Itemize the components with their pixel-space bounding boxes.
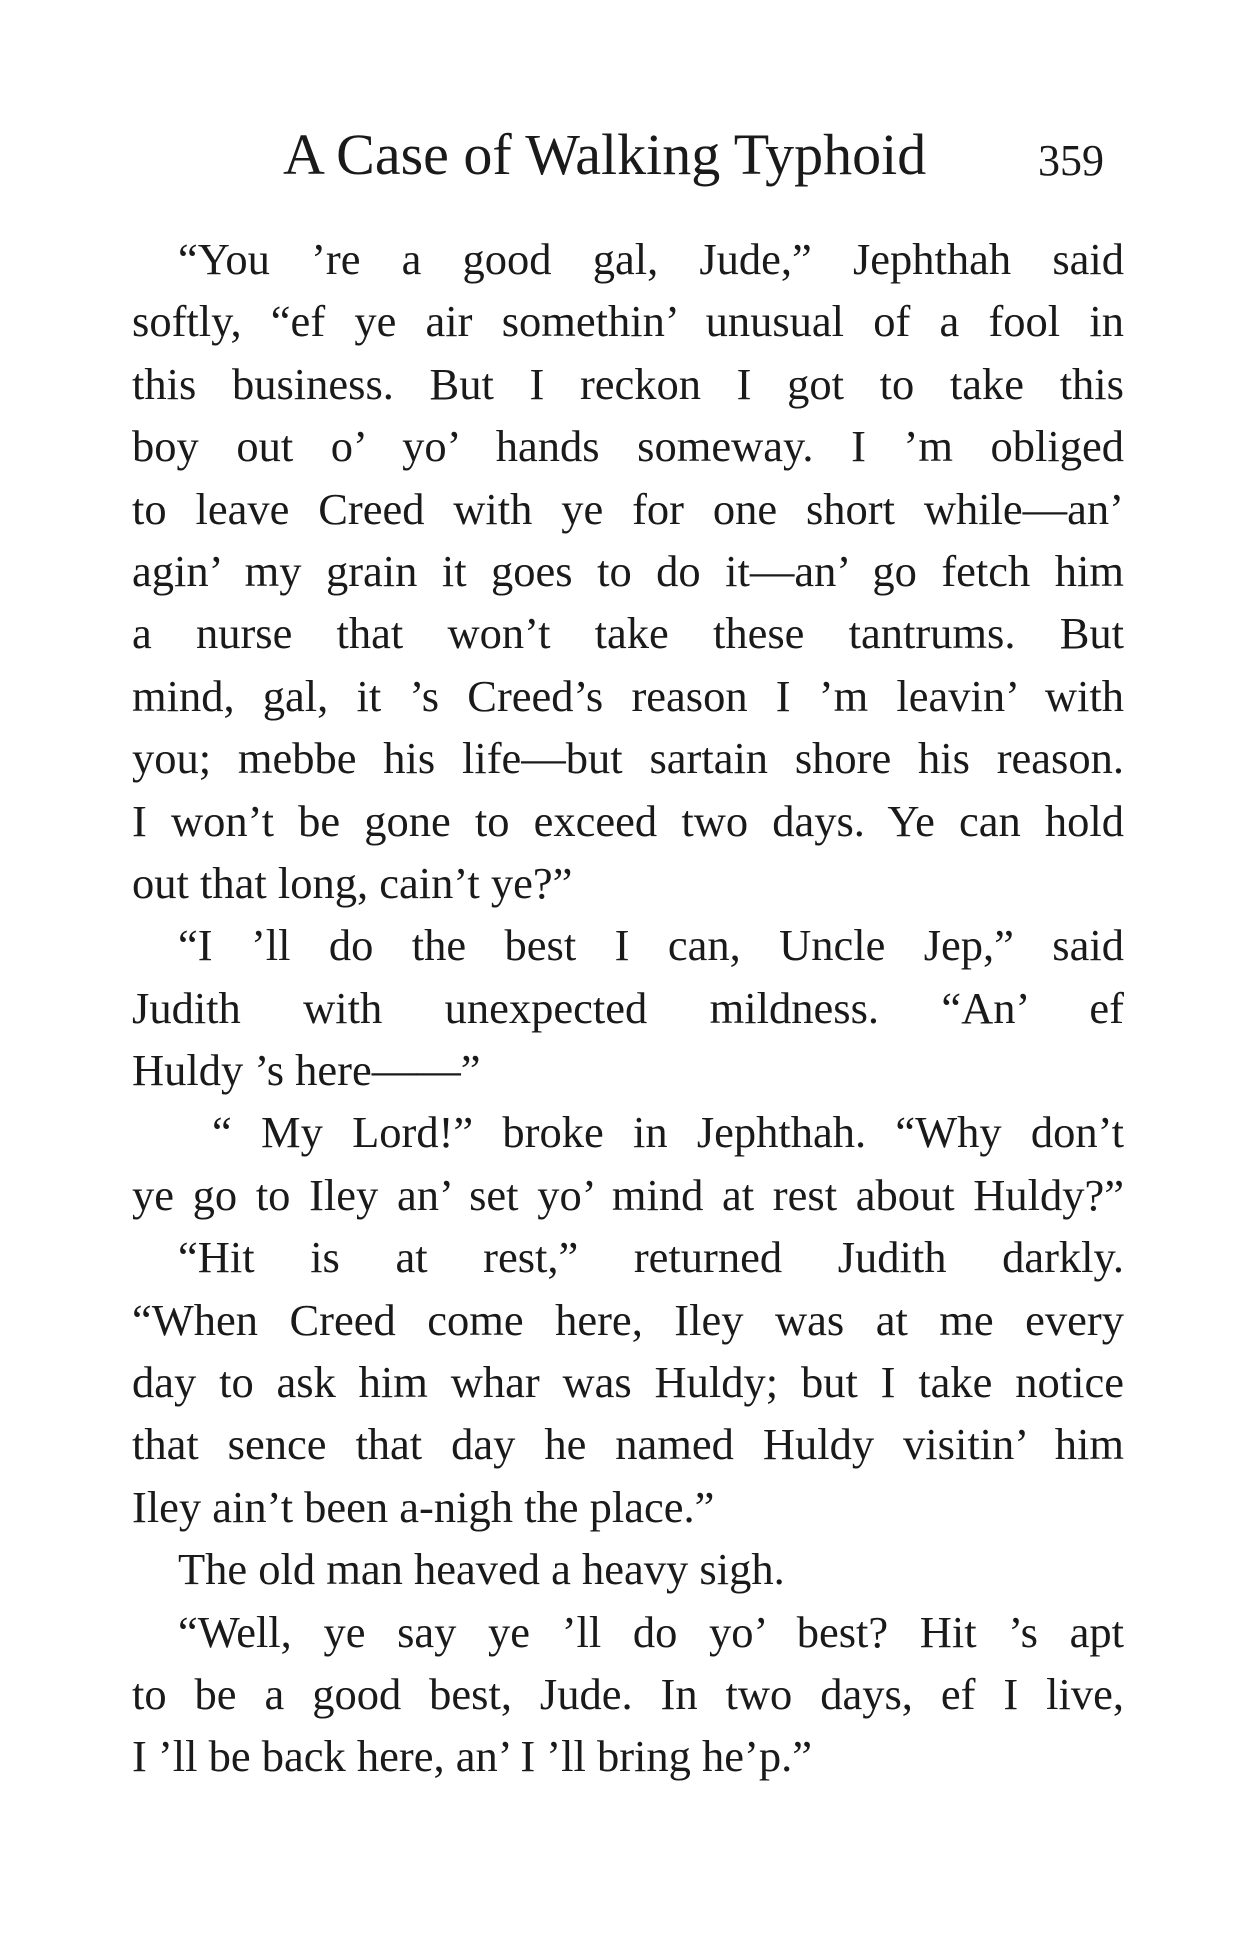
text-line: you; mebbe his life—but sartain shore his reason. <box>132 733 1124 784</box>
text-line: to be a good best, Jude. In two days, ef I live, <box>132 1668 1124 1719</box>
text-line: this business. But I reckon I got to take this <box>132 358 1124 409</box>
body-text <box>132 228 1124 1788</box>
text-line: Judith with unexpected mildness. “An’ ef <box>132 982 1124 1033</box>
text-line: “I ’ll do the best I can, Uncle Jep,” said <box>178 920 1124 971</box>
running-header <box>0 120 1256 190</box>
text-line: Huldy ’s here——” <box>132 1045 481 1096</box>
text-line: “ My Lord!” broke in Jephthah. “Why don’t <box>212 1107 1124 1158</box>
chapter-title: A Case of Walking Typhoid <box>283 122 927 187</box>
text-line: I ’ll be back here, an’ I ’ll bring he’p.” <box>132 1731 812 1782</box>
text-line: “Hit is at rest,” returned Judith darkly. <box>178 1232 1124 1283</box>
text-line: “When Creed come here, Iley was at me every <box>132 1294 1124 1345</box>
text-line: The old man heaved a heavy sigh. <box>178 1544 785 1595</box>
text-line: out that long, cain’t ye?” <box>132 857 573 908</box>
text-line: a nurse that won’t take these tantrums. But <box>132 608 1124 659</box>
text-line: mind, gal, it ’s Creed’s reason I ’m leavin’ with <box>132 670 1124 721</box>
page-number: 359 <box>1038 136 1104 185</box>
text-line: day to ask him whar was Huldy; but I take notice <box>132 1357 1124 1408</box>
text-line: that sence that day he named Huldy visitin’ him <box>132 1419 1124 1470</box>
text-line: “You ’re a good gal, Jude,” Jephthah said <box>178 234 1124 284</box>
text-line: softly, “ef ye air somethin’ unusual of a fool in <box>132 296 1124 347</box>
text-line: ye go to Iley an’ set yo’ mind at rest about Huldy?” <box>132 1169 1124 1220</box>
text-line: Iley ain’t been a-nigh the place.” <box>132 1481 715 1532</box>
text-line: agin’ my grain it goes to do it—an’ go fetch him <box>132 545 1124 596</box>
text-line: boy out o’ yo’ hands someway. I ’m obliged <box>132 421 1124 472</box>
text-line: to leave Creed with ye for one short while—an’ <box>132 483 1124 534</box>
text-line: I won’t be gone to exceed two days. Ye can hold <box>132 795 1124 846</box>
text-line: “Well, ye say ye ’ll do yo’ best? Hit ’s apt <box>178 1606 1124 1657</box>
